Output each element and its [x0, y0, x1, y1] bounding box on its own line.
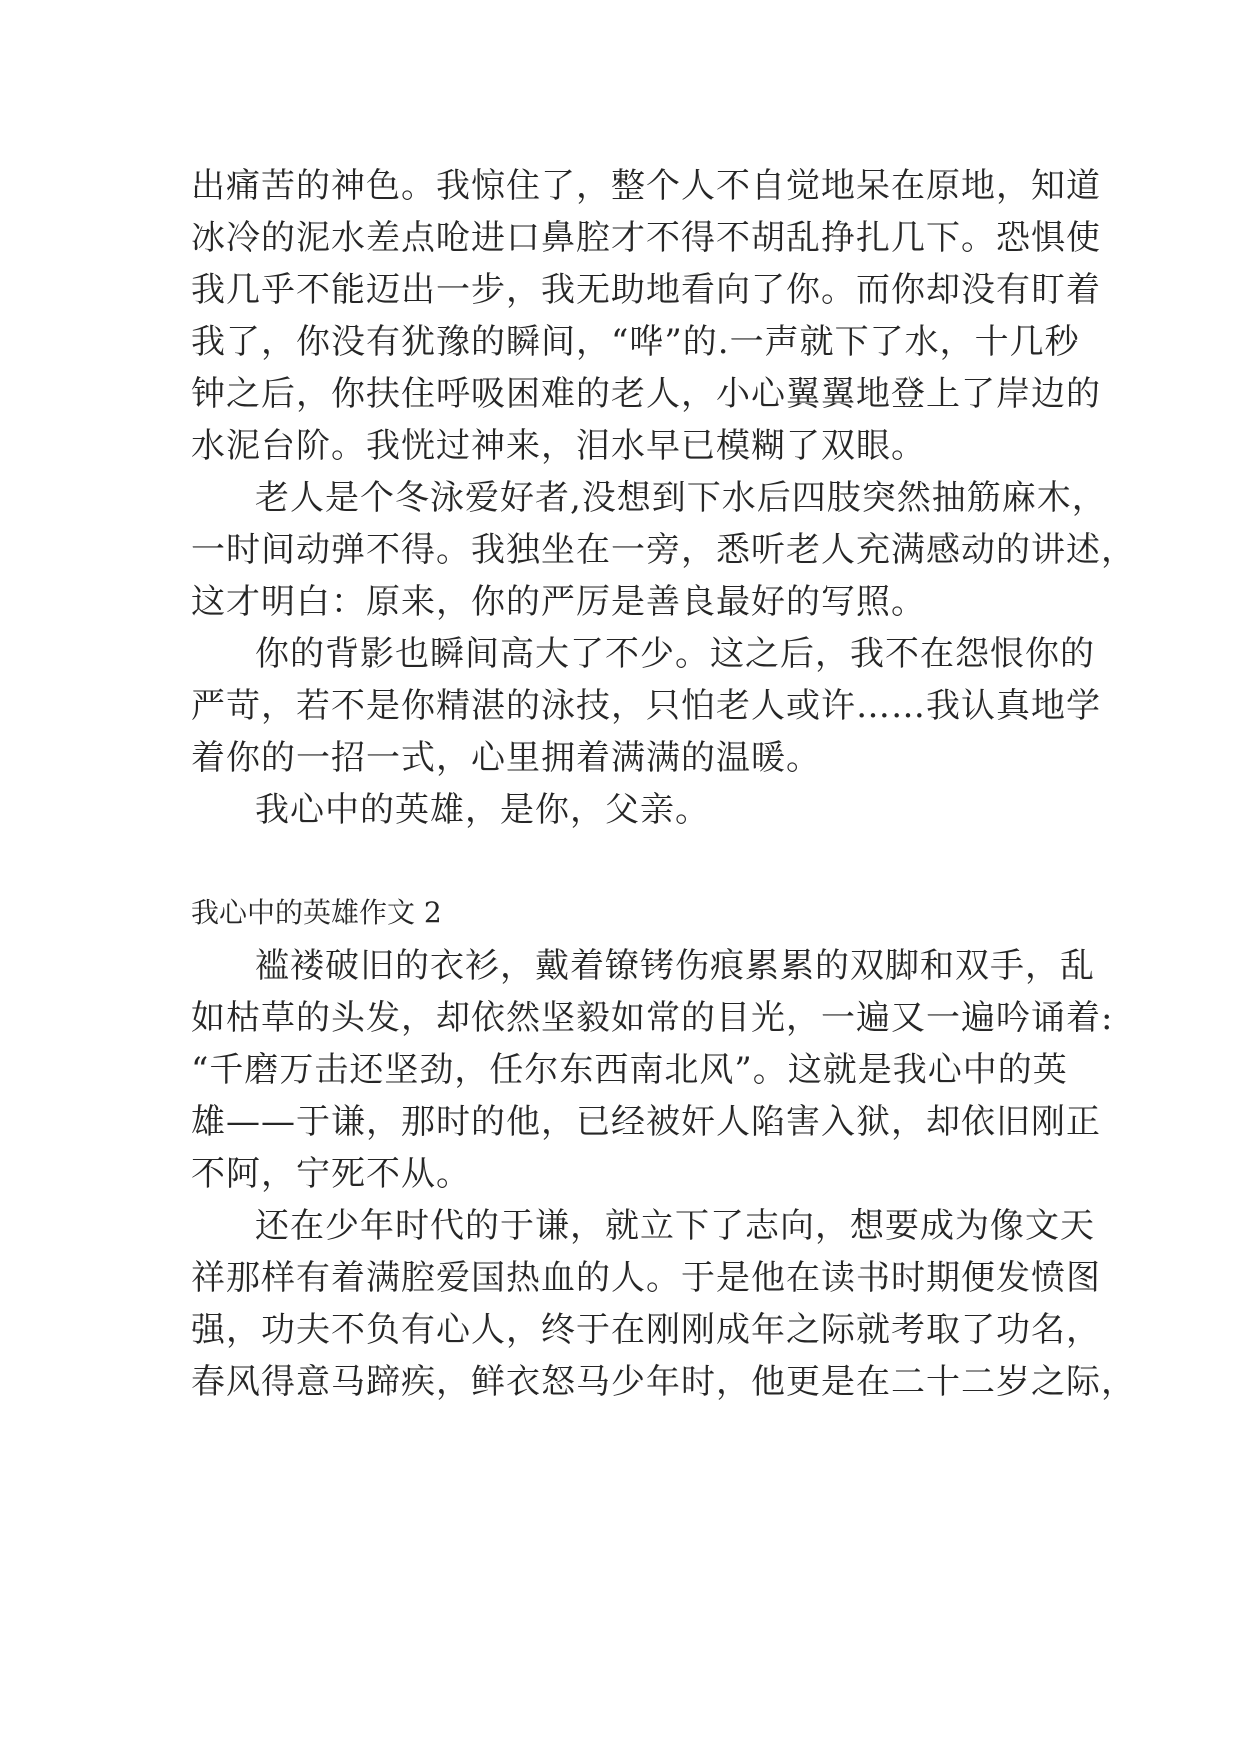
- paragraph-line: 这才明白：原来，你的严厉是善良最好的写照。: [191, 582, 926, 622]
- paragraph-line: 严苛，若不是你精湛的泳技，只怕老人或许……我认真地学: [191, 686, 1101, 726]
- paragraph-line: 钟之后，你扶住呼吸困难的老人，小心翼翼地登上了岸边的: [191, 374, 1101, 414]
- paragraph-line: 如枯草的头发，却依然坚毅如常的目光，一遍又一遍吟诵着:: [191, 998, 1114, 1038]
- paragraph-line: 春风得意马蹄疾，鲜衣怒马少年时，他更是在二十二岁之际，: [191, 1362, 1136, 1402]
- paragraph-line: 我了，你没有犹豫的瞬间，“哗”的.一声就下了水，十几秒: [191, 322, 1080, 362]
- paragraph-line: 我几乎不能迈出一步，我无助地看向了你。而你却没有盯着: [191, 270, 1101, 310]
- paragraph-line: 强，功夫不负有心人，终于在刚刚成年之际就考取了功名，: [191, 1310, 1101, 1350]
- paragraph-line: 祥那样有着满腔爱国热血的人。于是他在读书时期便发愤图: [191, 1258, 1101, 1298]
- paragraph-line: “千磨万击还坚劲，任尔东西南北风”。这就是我心中的英: [191, 1050, 1068, 1090]
- paragraph-line: 水泥台阶。我恍过神来，泪水早已模糊了双眼。: [191, 426, 926, 466]
- paragraph-line: 你的背影也瞬间高大了不少。这之后，我不在怨恨你的: [255, 634, 1095, 674]
- paragraph-line: 雄——于谦，那时的他，已经被奸人陷害入狱，却依旧刚正: [191, 1102, 1101, 1142]
- paragraph-line: 褴褛破旧的衣衫，戴着镣铐伤痕累累的双脚和双手，乱: [255, 946, 1095, 986]
- paragraph-line: 还在少年时代的于谦，就立下了志向，想要成为像文天: [255, 1206, 1095, 1246]
- paragraph-line: 着你的一招一式，心里拥着满满的温暖。: [191, 738, 821, 778]
- paragraph-line: 冰冷的泥水差点呛进口鼻腔才不得不胡乱挣扎几下。恐惧使: [191, 218, 1101, 258]
- paragraph-line: 出痛苦的神色。我惊住了，整个人不自觉地呆在原地，知道: [191, 166, 1101, 206]
- section-heading: 我心中的英雄作文 2: [191, 896, 442, 929]
- paragraph-line: 一时间动弹不得。我独坐在一旁，悉听老人充满感动的讲述，: [191, 530, 1136, 570]
- paragraph-line: 老人是个冬泳爱好者,没想到下水后四肢突然抽筋麻木，: [255, 478, 1107, 518]
- paragraph-line: 不阿，宁死不从。: [191, 1154, 471, 1194]
- paragraph-line: 我心中的英雄，是你，父亲。: [255, 790, 710, 830]
